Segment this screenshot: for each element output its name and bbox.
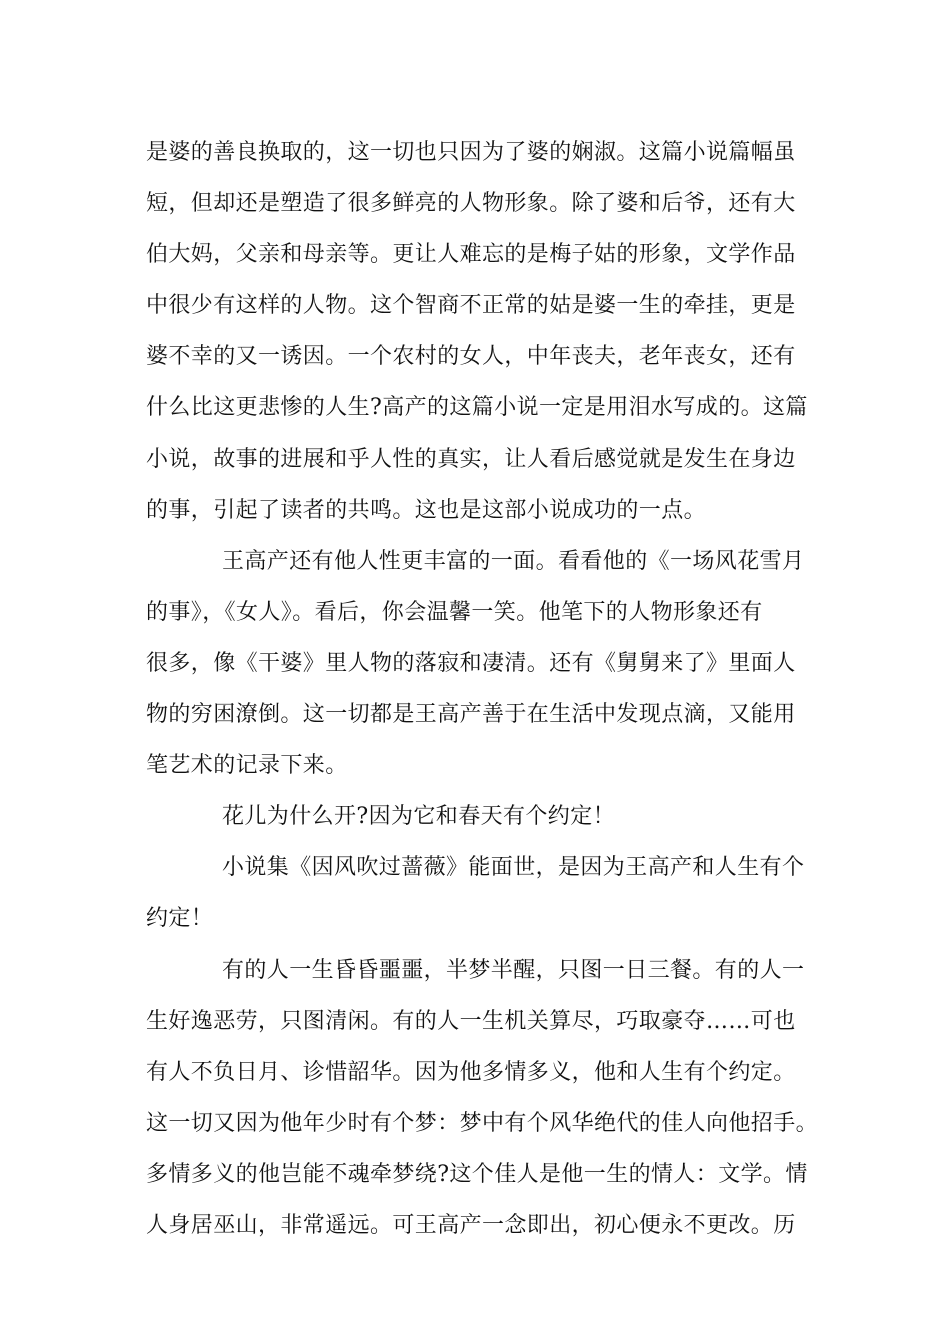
text-line-11: 很多，像《干婆》里人物的落寂和凄清。还有《舅舅来了》里面人 <box>146 650 796 676</box>
text-line-14: 花儿为什么开?因为它和春天有个约定！ <box>222 804 615 830</box>
text-line-1: 是婆的善良换取的，这一切也只因为了婆的娴淑。这篇小说篇幅虽 <box>146 140 796 165</box>
text-line-10: 的事》，《女人》。看后，你会温馨一笑。他笔下的人物形象还有 <box>146 599 763 625</box>
text-line-15: 小说集《因风吹过蔷薇》能面世，是因为王高产和人生有个 <box>222 855 805 881</box>
text-line-13: 笔艺术的记录下来。 <box>146 753 348 779</box>
text-line-5: 婆不幸的又一诱因。一个农村的女人，中年丧夫，老年丧女，还有 <box>146 344 796 370</box>
text-line-8: 的事，引起了读者的共鸣。这也是这部小说成功的一点。 <box>146 497 707 523</box>
text-line-7: 小说，故事的进展和乎人性的真实，让人看后感觉就是发生在身边 <box>146 446 796 472</box>
text-line-3: 伯大妈，父亲和母亲等。更让人难忘的是梅子姑的形象，文学作品 <box>146 242 796 268</box>
text-line-22: 人身居巫山，非常遥远。可王高产一念即出，初心便永不更改。历 <box>146 1212 796 1238</box>
text-line-2: 短，但却还是塑造了很多鲜亮的人物形象。除了婆和后爷，还有大 <box>146 191 796 217</box>
text-line-20: 这一切又因为他年少时有个梦：梦中有个风华绝代的佳人向他招手。 <box>146 1110 819 1136</box>
text-line-9: 王高产还有他人性更丰富的一面。看看他的《一场风花雪月 <box>222 548 805 574</box>
text-line-4: 中很少有这样的人物。这个智商不正常的姑是婆一生的牵挂，更是 <box>146 293 796 319</box>
text-line-12: 物的穷困潦倒。这一切都是王高产善于在生活中发现点滴，又能用 <box>146 702 796 728</box>
text-line-18: 生好逸恶劳，只图清闲。有的人一生机关算尽，巧取豪夺……可也 <box>146 1008 796 1034</box>
body-text <box>146 134 822 1258</box>
text-line-17: 有的人一生昏昏噩噩，半梦半醒，只图一日三餐。有的人一 <box>222 957 805 983</box>
text-line-21: 多情多义的他岂能不魂牵梦绕?这个佳人是他一生的情人：文学。情 <box>146 1161 808 1187</box>
text-line-16: 约定！ <box>146 906 214 932</box>
text-line-19: 有人不负日月、诊惜韶华。因为他多情多义，他和人生有个约定。 <box>146 1059 796 1085</box>
text-line-6: 什么比这更悲惨的人生?高产的这篇小说一定是用泪水写成的。这篇 <box>146 395 808 421</box>
